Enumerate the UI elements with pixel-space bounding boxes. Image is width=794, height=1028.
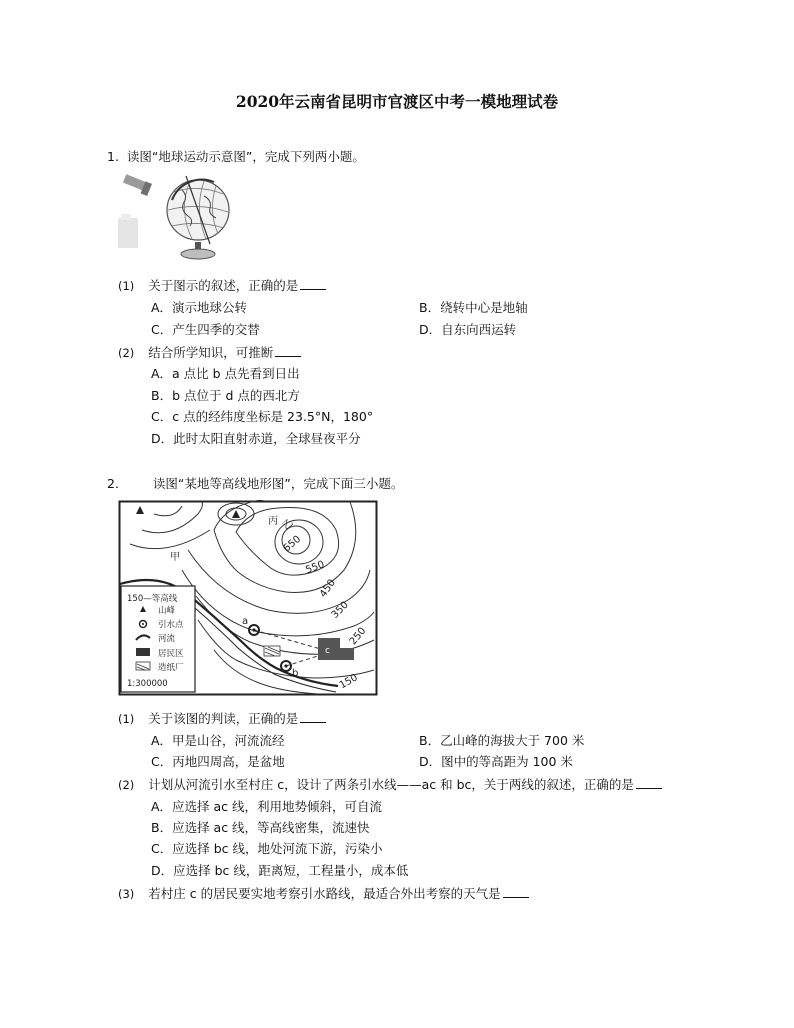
option-a[interactable]: A．演示地球公转 [151,300,248,315]
answer-blank [275,346,301,357]
residential-icon [136,648,150,656]
paper-mill-icon [136,662,150,670]
contour-label-450: 450 [317,577,338,600]
contour-label-350: 350 [329,599,351,621]
label-b: b [292,668,299,679]
option-a[interactable]: A．应选择 ac 线，利用地势倾斜，可自流 [151,799,383,814]
sub-text: 关于图示的叙述，正确的是 [148,278,299,293]
globe-icon [167,176,229,244]
sub-text: 结合所学知识，可推断 [148,345,274,360]
sub-number: (1) [118,279,135,293]
option-d[interactable]: D．应选择 bc 线，距离短，工程量小，成本低 [151,863,409,878]
option-b[interactable]: B．绕转中心是地轴 [419,300,528,315]
legend-intake-label: 引水点 [158,620,184,630]
legend-contour-label: 150—等高线 [127,594,178,604]
sub-text: 若村庄 c 的居民要实地考察引水路线，最适合外出考察的天气是 [148,886,501,901]
option-a[interactable]: A．甲是山谷，河流流经 [151,733,285,748]
option-c[interactable]: C．应选择 bc 线，地处河流下游，污染小 [151,841,383,856]
question-2-sub-3 [118,884,529,902]
answer-blank [300,712,326,723]
light-patch [118,218,138,248]
question-2-number: 2. [107,476,119,491]
option-c[interactable]: C．c 点的经纬度坐标是 23.5°N，180° [151,409,374,424]
sub-number: (2) [118,346,135,360]
label-c: c [325,646,330,656]
map-legend [121,586,195,692]
flashlight-icon [123,174,152,196]
sub-number: (2) [118,778,135,792]
map-scale: 1:300000 [127,679,168,689]
legend-paper-mill-label: 造纸厂 [158,663,184,673]
contour-label-550: 550 [304,559,326,577]
option-d[interactable]: D．自东向西运转 [419,322,517,337]
answer-blank [503,887,529,898]
option-d[interactable]: D．此时太阳直射赤道，全球昼夜平分 [151,431,361,446]
label-yi: 乙 [280,517,296,533]
answer-blank [300,279,326,290]
option-a[interactable]: A．a 点比 b 点先看到日出 [151,366,300,381]
page-title: 2020年云南省昆明市官渡区中考一模地理试卷 [235,92,559,111]
option-c[interactable]: C．丙地四周高，是盆地 [151,754,285,769]
legend-residential-label: 居民区 [158,649,184,659]
sub-text: 关于该图的判读，正确的是 [148,711,299,726]
option-b[interactable]: B．b 点位于 d 点的西北方 [151,388,300,403]
sub-number: (1) [118,712,135,726]
contour-label-650: 650 [281,533,304,555]
question-2-sub-2 [118,775,662,793]
legend-peak-label: 山峰 [158,606,176,616]
contour-map [118,500,378,696]
option-b[interactable]: B．应选择 ac 线，等高线密集，流速快 [151,820,370,835]
sub-number: (3) [118,887,135,901]
globe-stand-icon [181,242,215,259]
earth-motion-figure [112,170,232,262]
answer-blank [636,778,662,789]
question-1-sub-2 [118,343,301,361]
sub-text: 计划从河流引水至村庄 c，设计了两条引水线——ac 和 bc，关于两线的叙述，正确的是 [148,777,634,792]
label-jia: 甲 [170,552,180,563]
question-2-text: 读图“某地等高线地形图”，完成下面三小题。 [152,476,404,491]
legend-river-label: 河流 [158,634,176,644]
contour-label-250: 250 [347,625,369,648]
question-1-sub-1 [118,276,326,294]
label-a: a [242,616,249,627]
question-1-text: 读图“地球运动示意图”，完成下列两小题。 [126,149,365,164]
question-1-stem [107,147,365,165]
question-1-number: 1. [107,149,119,164]
question-2-sub-1 [118,709,326,727]
option-c[interactable]: C．产生四季的交替 [151,322,260,337]
contour-label-150: 150 [337,672,360,692]
option-d[interactable]: D．图中的等高距为 100 米 [419,754,573,769]
question-2-stem [107,474,403,492]
label-bing: 丙 [268,516,278,527]
option-b[interactable]: B．乙山峰的海拔大于 700 米 [419,733,585,748]
